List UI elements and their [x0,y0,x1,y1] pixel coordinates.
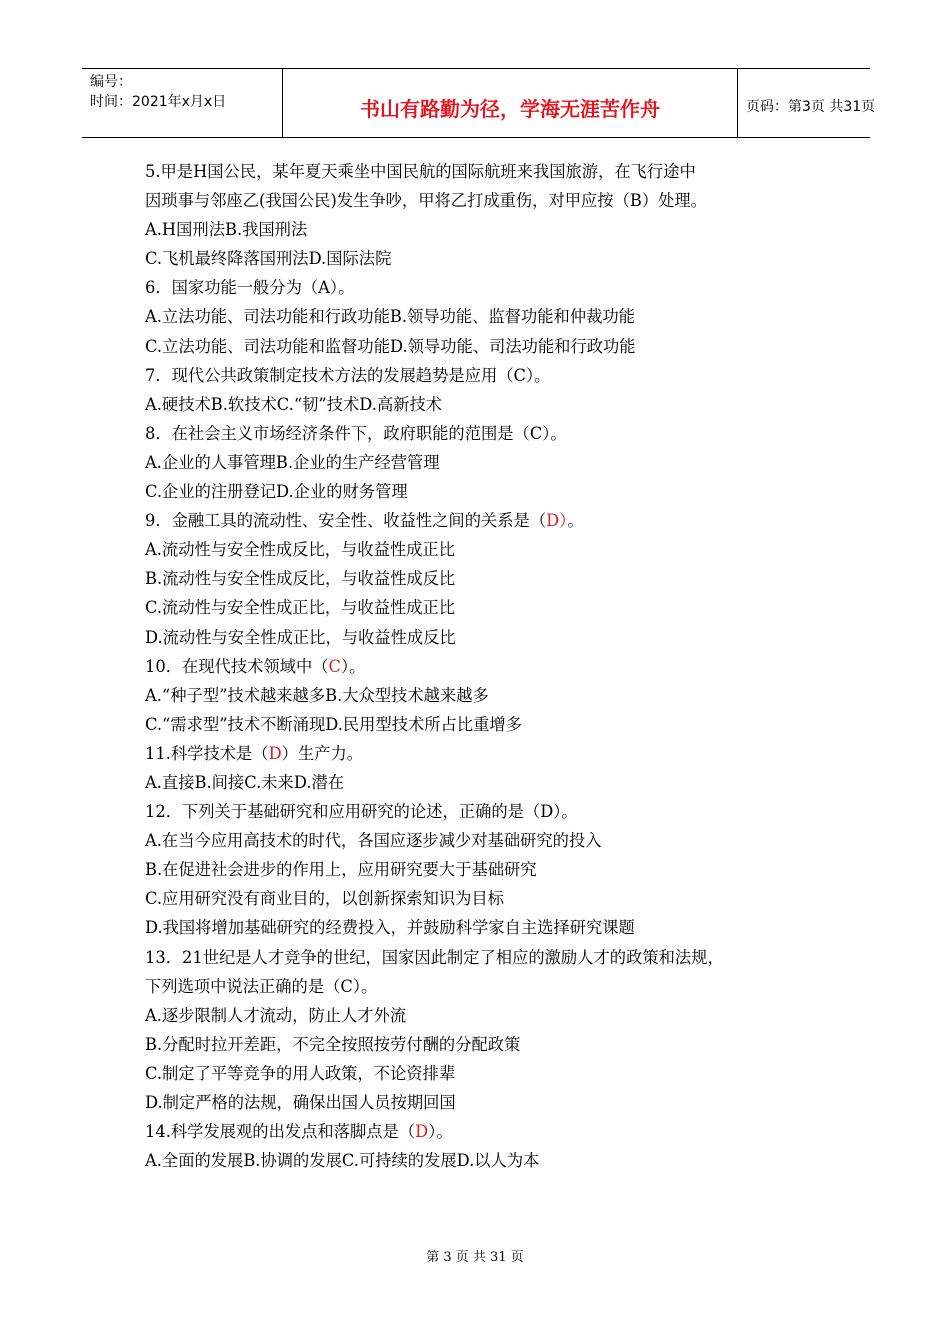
text-line [145,1117,825,1146]
text-line: A.在当今应用高技术的时代，各国应逐步减少对基础研究的投入 [145,831,602,851]
text-line: C.立法功能、司法功能和监督功能D.领导功能、司法功能和行政功能 [145,336,636,356]
text-line: A.逐步限制人才流动，防止人才外流 [145,1005,407,1025]
page-header [82,68,876,138]
page-indicator: 页码：第3页 共31页 [746,99,876,115]
text-line: D.制定严格的法规，确保出国人员按期回国 [145,1093,456,1112]
text-line: C.流动性与安全性成正比，与收益性成正比 [145,598,456,618]
text-line: 下列选项中说法正确的是（C）。 [145,976,378,996]
question-list [145,157,825,1175]
answer-highlight: D） [546,511,568,531]
text-line [145,652,825,681]
line-prefix: 11.科学技术是（ [145,743,269,763]
text-line: B.在促进社会进步的作用上，应用研究要大于基础研究 [145,860,537,880]
header-page-cell [738,69,876,137]
answer-highlight: D [415,1122,429,1142]
text-line: 12．下列关于基础研究和应用研究的论述，正确的是（D）。 [145,802,578,822]
date-label: 时间：2021年x月x日 [90,94,227,110]
text-line: A.直接B.间接C.未来D.潜在 [145,772,345,792]
text-line: B.流动性与安全性成反比，与收益性成反比 [145,569,456,589]
code-label: 编号： [90,74,132,90]
text-line: A.H国刑法B.我国刑法 [145,220,308,240]
text-line: 13．21世纪是人才竞争的世纪，国家因此制定了相应的激励人才的政策和法规， [145,947,724,967]
text-line: A.“种子型”技术越来越多B.大众型技术越来越多 [145,685,489,705]
text-line: C.应用研究没有商业目的，以创新探索知识为目标 [145,889,504,909]
text-line: C.企业的注册登记D.企业的财务管理 [145,482,408,502]
text-line: 7．现代公共政策制定技术方法的发展趋势是应用（C）。 [145,365,551,385]
line-prefix: 9．金融工具的流动性、安全性、收益性之间的关系是（ [145,511,547,531]
text-line: A.立法功能、司法功能和行政功能B.领导功能、监督功能和仲裁功能 [145,307,635,327]
page-footer: 第 3 页 共 31 页 [426,1250,524,1265]
text-line: C.“需求型”技术不断涌现D.民用型技术所占比重增多 [145,714,522,734]
text-line: 8．在社会主义市场经济条件下，政府职能的范围是（C）。 [145,423,567,443]
line-prefix: 10．在现代技术领域中（ [145,656,329,676]
header-motto-cell [282,69,738,137]
text-line: 6．国家功能一般分为（A）。 [145,278,355,298]
answer-highlight: C [328,656,341,676]
header-info-cell [82,69,282,137]
text-line: A.硬技术B.软技术C.“韧”技术D.高新技术 [145,394,443,414]
motto: 书山有路勤为径，学海无涯苦作舟 [360,97,660,121]
text-line: B.分配时拉开差距，不完全按照按劳付酬的分配政策 [145,1034,521,1054]
line-suffix: ）。 [428,1122,453,1142]
line-suffix: ）。 [341,656,366,676]
text-line [145,506,825,535]
text-line: 5.甲是H国公民，某年夏天乘坐中国民航的国际航班来我国旅游，在飞行途中 [145,162,696,181]
line-prefix: 14.科学发展观的出发点和落脚点是（ [145,1122,416,1142]
text-line: A.流动性与安全性成反比，与收益性成正比 [145,540,455,560]
text-line: D.流动性与安全性成正比，与收益性成反比 [145,627,456,647]
text-line: C.飞机最终降落国刑法D.国际法院 [145,249,392,269]
text-line: A.企业的人事管理B.企业的生产经营管理 [145,452,440,472]
line-suffix: ）生产力。 [281,743,364,763]
text-line: D.我国将增加基础研究的经费投入，并鼓励科学家自主选择研究课题 [145,918,635,938]
line-suffix: 。 [567,511,584,531]
answer-highlight: D [268,743,282,763]
text-line: A.全面的发展B.协调的发展C.可持续的发展D.以人为本 [145,1151,540,1171]
text-line: 因琐事与邻座乙(我国公民)发生争吵，甲将乙打成重伤，对甲应按（B）处理。 [145,191,707,211]
text-line [145,739,825,768]
text-line: C.制定了平等竞争的用人政策，不论资排辈 [145,1063,456,1083]
